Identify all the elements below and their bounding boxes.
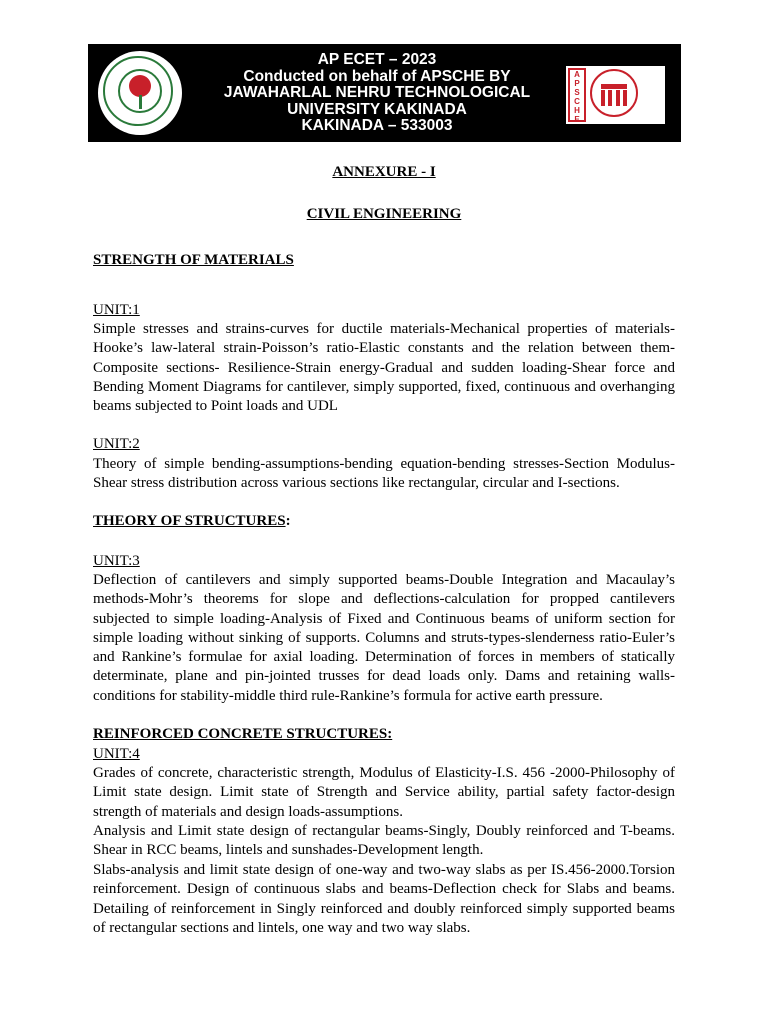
unit-4-para-1: Grades of concrete, characteristic strength, Modulus of Elasticity-I.S. 456 -2000-Philosophy of Limit state design. Limit state of Strength and Service ability, partial safety factor-design strength of materials and design loads-assumptions. [93, 765, 675, 820]
unit-2-label: UNIT:2 [93, 436, 140, 452]
subject-title: CIVIL ENGINEERING [306, 206, 462, 222]
unit-3-text: Deflection of cantilevers and simply supported beams-Double Integration and Macaulay’s methods-Mohr’s theorems for slope and deflections-calculation for propped cantilevers subjected to simple loading-Analysis of Fixed and Continuous beams of uniform section for simple loading without sinking of supports. Columns and struts-types-slenderness ratio-Euler’s and Rankine’s formulae for axial loading. Determination of forces in members of statically determinate, plane and pin-jointed trusses for dead loads only. Dams and retaining walls-conditions for stability-middle third rule-Rankine’s formula for active earth pressure. [93, 572, 675, 704]
annexure-title: ANNEXURE - I [332, 164, 436, 180]
header-banner [88, 44, 681, 142]
section-theory-of-structures: THEORY OF STRUCTURES: [93, 513, 291, 529]
banner-line-4: UNIVERSITY KAKINADA [287, 100, 467, 118]
unit-2-text: Theory of simple bending-assumptions-bending equation-bending stresses-Section Modulus-Shear stress distribution across various sections like rectangular, circular and I-sections. [93, 456, 675, 492]
banner-title [192, 52, 562, 135]
banner-line-1: AP ECET – 2023 [317, 51, 437, 68]
apsche-logo [566, 66, 665, 124]
section-strength-of-materials: STRENGTH OF MATERIALS [93, 252, 294, 268]
banner-line-2: Conducted on behalf of APSCHE BY [243, 67, 511, 85]
unit-4-para-3: Slabs-analysis and limit state design of one-way and two-way slabs as per IS.456-2000.Torsion reinforcement. Design of continuous slabs and beams-Deflection check for Slabs and beams. Detailing of reinforcement in Singly reinforced and doubly reinforced simply supported beams of rectangular sections and lintels, one way and two way slabs. [93, 862, 675, 936]
unit-4-label: UNIT:4 [93, 746, 140, 762]
unit-4-para-2: Analysis and Limit state design of rectangular beams-Singly, Doubly reinforced and T-beams. Shear in RCC beams, lintels and sunshades-Development length. [93, 823, 675, 859]
pillars-icon [601, 84, 627, 106]
unit-1-label: UNIT:1 [93, 302, 140, 318]
jntuk-logo [98, 51, 182, 135]
section-reinforced-concrete: REINFORCED CONCRETE STRUCTURES: [93, 726, 393, 742]
apsche-tag: A P S C H E [568, 68, 586, 122]
banner-line-3: JAWAHARLAL NEHRU TECHNOLOGICAL [223, 84, 531, 101]
unit-3-label: UNIT:3 [93, 553, 140, 569]
banner-line-5: KAKINADA – 533003 [301, 117, 453, 134]
unit-1-text: Simple stresses and strains-curves for ductile materials-Mechanical properties of materials-Hooke’s law-lateral strain-Poisson’s ratio-Elastic constants and the relation between them-Composite sections- Resilience-Strain energy-Gradual and sudden loading-Shear force and Bending Moment Diagrams for cantilever, simply supported, fixed, continuous and overhanging beams subjected to Point loads and UDL [93, 321, 675, 415]
rose-icon [129, 75, 151, 97]
